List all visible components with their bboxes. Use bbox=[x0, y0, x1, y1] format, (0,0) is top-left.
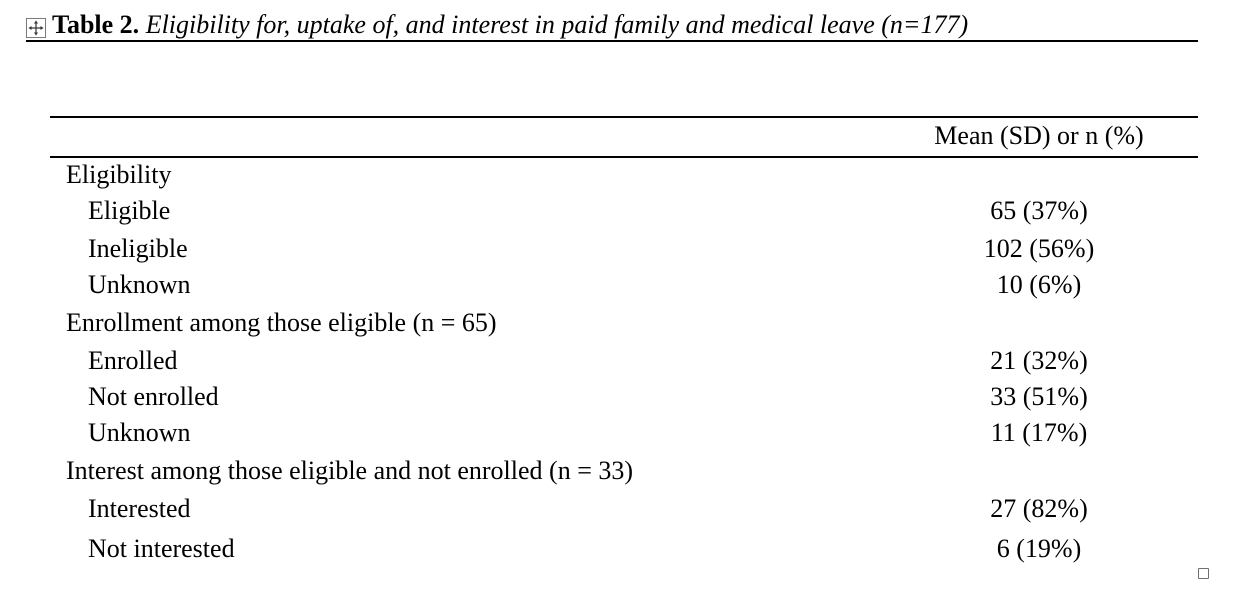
row-label-enrolled: Enrolled bbox=[88, 346, 178, 375]
column-header-mean-sd-n-pct: Mean (SD) or n (%) bbox=[934, 121, 1144, 150]
row-label-enrollment-unknown: Unknown bbox=[88, 418, 191, 447]
row-label-not-interested: Not interested bbox=[88, 534, 235, 563]
row-value-not-interested: 6 (19%) bbox=[996, 534, 1082, 563]
table-header-rule bbox=[50, 156, 1198, 158]
section-heading-interest: Interest among those eligible and not enrolled (n = 33) bbox=[66, 456, 634, 485]
row-label-ineligible: Ineligible bbox=[88, 234, 188, 263]
caption-underline bbox=[26, 40, 1198, 42]
table-move-icon[interactable] bbox=[26, 18, 46, 38]
row-value-enrollment-unknown: 11 (17%) bbox=[990, 418, 1088, 447]
section-heading-eligibility: Eligibility bbox=[66, 160, 172, 189]
row-value-enrolled: 21 (32%) bbox=[990, 346, 1088, 375]
row-value-not-enrolled: 33 (51%) bbox=[990, 382, 1088, 411]
table-caption-label: Table 2. bbox=[52, 10, 140, 39]
row-value-interested: 27 (82%) bbox=[990, 494, 1088, 523]
table-caption bbox=[52, 8, 968, 42]
row-label-eligible: Eligible bbox=[88, 196, 171, 225]
row-value-ineligible: 102 (56%) bbox=[983, 234, 1095, 263]
row-label-interested: Interested bbox=[88, 494, 191, 523]
row-label-eligibility-unknown: Unknown bbox=[88, 270, 191, 299]
row-value-eligibility-unknown: 10 (6%) bbox=[996, 270, 1082, 299]
section-heading-enrollment: Enrollment among those eligible (n = 65) bbox=[66, 308, 497, 337]
row-label-not-enrolled: Not enrolled bbox=[88, 382, 219, 411]
table-resize-icon[interactable] bbox=[1198, 568, 1209, 579]
row-value-eligible: 65 (37%) bbox=[990, 196, 1088, 225]
table-caption-title: Eligibility for, uptake of, and interest in paid family and medical leave (n=177) bbox=[145, 10, 969, 39]
